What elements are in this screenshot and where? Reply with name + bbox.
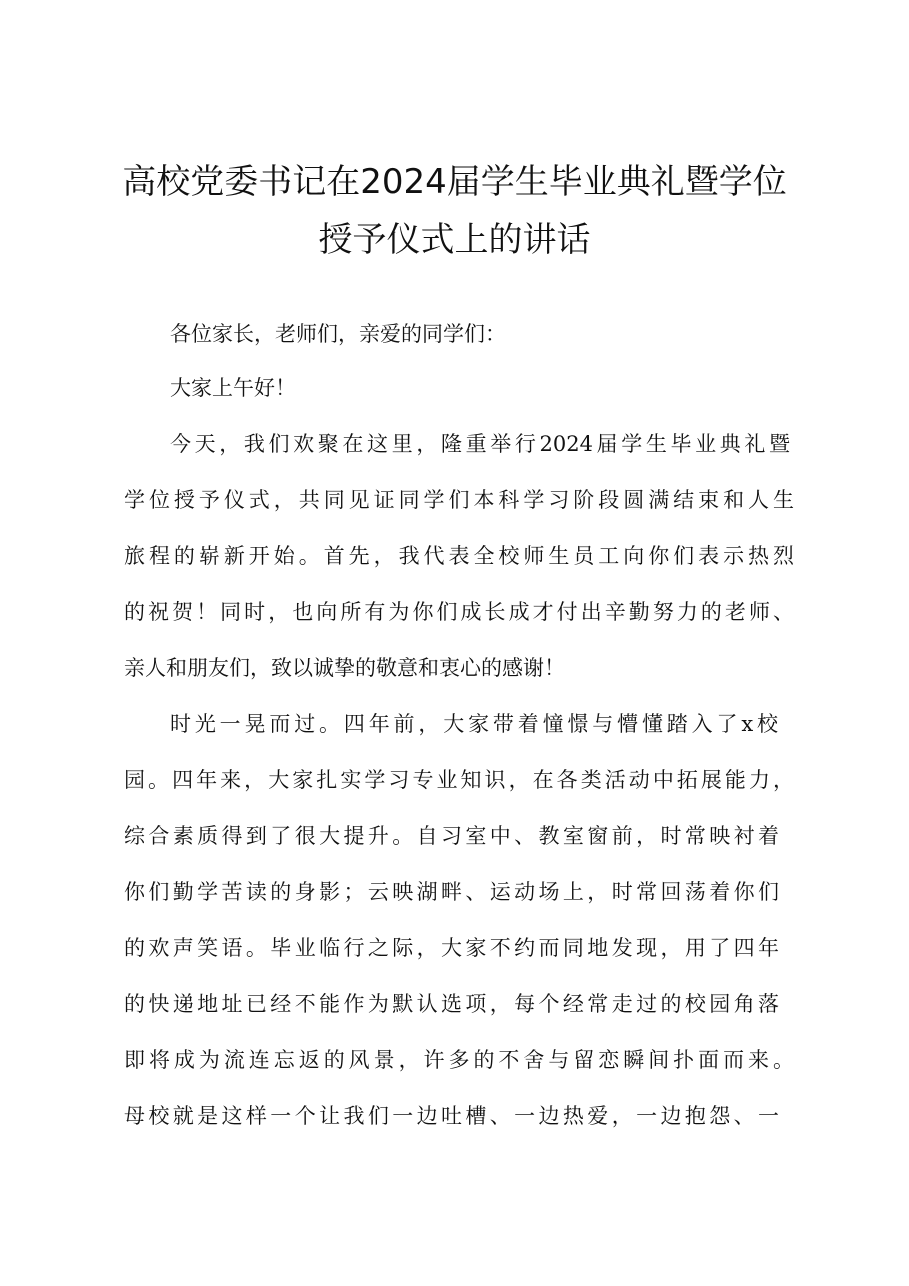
body-line: 的快递地址已经不能作为默认选项，每个经常走过的校园角落: [124, 992, 779, 1016]
body-line: 的欢声笑语。毕业临行之际，大家不约而同地发现，用了四年: [124, 936, 779, 960]
body-line: 你们勤学苦读的身影；云映湖畔、运动场上，时常回荡着你们: [124, 880, 779, 904]
body-line: 旅程的崭新开始。首先，我代表全校师生员工向你们表示热烈: [124, 544, 794, 568]
body-line: 时光一晃而过。四年前，大家带着憧憬与懵懂踏入了x校: [170, 712, 778, 736]
greeting-line: 大家上午好！: [170, 376, 296, 400]
body-line: 亲人和朋友们，致以诚挚的敬意和衷心的感谢！: [124, 656, 565, 680]
body-line: 学位授予仪式，共同见证同学们本科学习阶段圆满结束和人生: [124, 488, 794, 512]
body-line: 即将成为流连忘返的风景，许多的不舍与留恋瞬间扑面而来。: [124, 1048, 794, 1072]
body-line: 综合素质得到了很大提升。自习室中、教室窗前，时常映衬着: [124, 824, 779, 848]
body-line: 今天，我们欢聚在这里，隆重举行2024届学生毕业典礼暨: [170, 432, 790, 456]
body-line: 的祝贺！同时，也向所有为你们成长成才付出辛勤努力的老师、: [124, 600, 794, 624]
document-title-line-1: 高校党委书记在2024届学生毕业典礼暨学位: [122, 162, 787, 202]
document-title-line-2: 授予仪式上的讲话: [318, 220, 591, 260]
body-line: 母校就是这样一个让我们一边吐槽、一边热爱，一边抱怨、一: [124, 1104, 779, 1128]
body-line: 园。四年来，大家扎实学习专业知识，在各类活动中拓展能力，: [124, 768, 794, 792]
salutation-line: 各位家长，老师们，亲爱的同学们：: [170, 322, 506, 346]
